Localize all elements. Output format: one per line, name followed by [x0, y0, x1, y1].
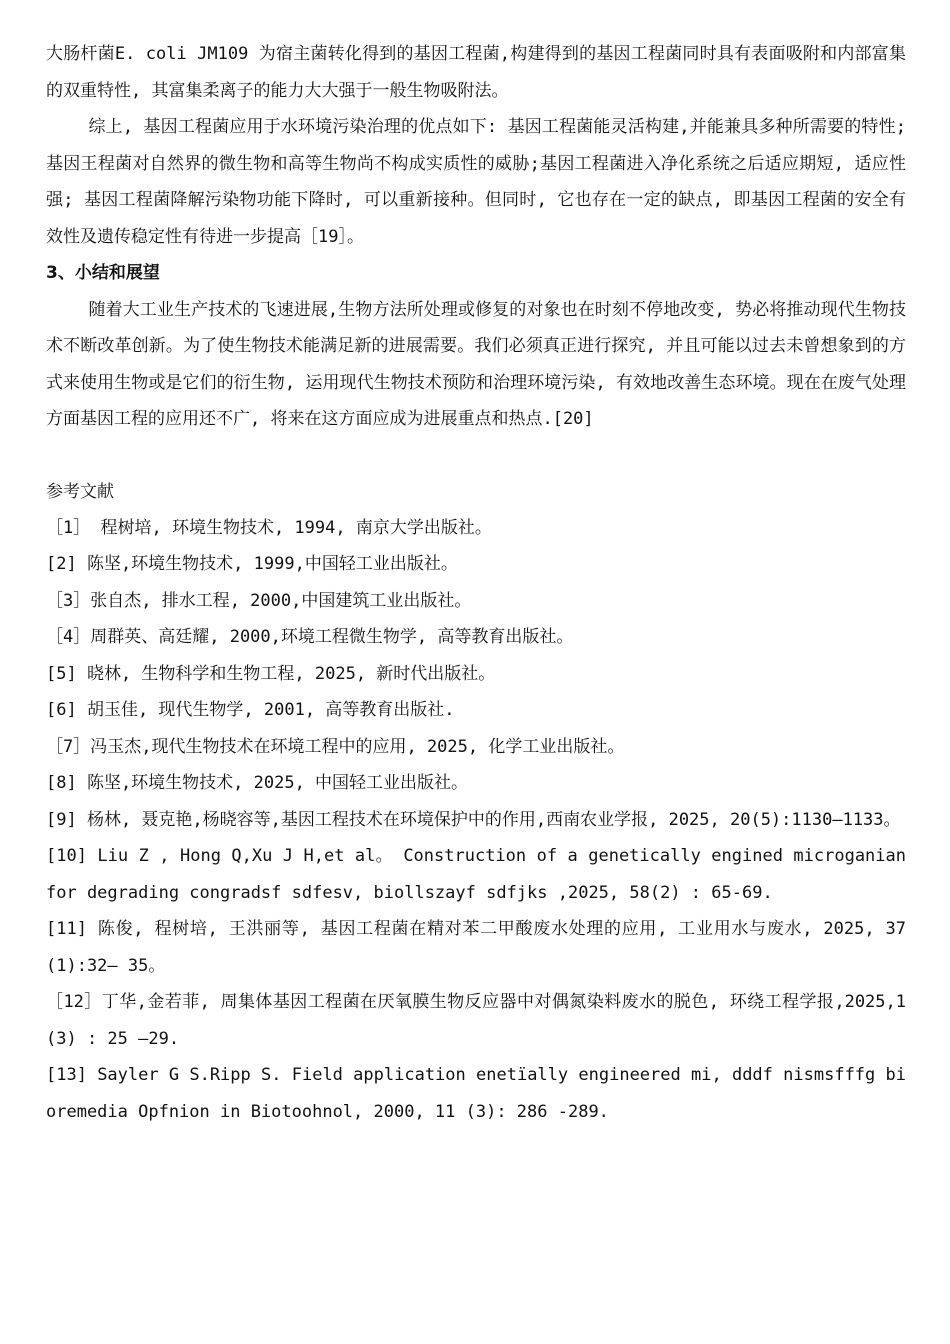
- reference-item: [13] Sayler G S.Ripp S. Field application enetïally engineered mi, dddf nismsfffg bioremedia Opfnion in Biotoohnol, 2000, 11 (3): 286 -289.: [46, 1065, 906, 1122]
- reference-item: ［7］冯玉杰,现代生物技术在环境工程中的应用, 2025, 化学工业出版社。: [46, 736, 625, 757]
- reference-item: [8] 陈坚,环境生物技术, 2025, 中国轻工业出版社。: [46, 773, 469, 793]
- references-title: 参考文献: [46, 481, 114, 502]
- reference-item: ［4］周群英、高廷耀, 2000,环境工程微生物学, 高等教育出版社。: [46, 627, 574, 647]
- body-paragraph-3: 随着大工业生产技术的飞速进展,生物方法所处理或修复的对象也在时刻不停地改变, 势必将推动现代生物技术不断改革创新。为了使生物技术能满足新的进展需要。我们必须真正进行探究, 并且可能以过去未曾想象到的方式来使用生物或是它们的衍生物, 运用现代生物技术预防和治理环境污染, 有效地改善生态环境。现在在废气处理方面基因工程的应用还不广, 将来在这方面应成为进展重点和热点.[20]: [46, 299, 906, 429]
- reference-item: [10] Liu Z , Hong Q,Xu J H,et al。 Construction of a genetically engined microganian for degrading congradsf sdfesv, biollszayf sdfjks ,2025, 58(2) : 65-69.: [46, 846, 906, 903]
- reference-item: ［1］ 程树培, 环境生物技术, 1994, 南京大学出版社。: [46, 517, 492, 538]
- reference-item: [6] 胡玉佳, 现代生物学, 2001, 高等教育出版社.: [46, 700, 455, 720]
- reference-item: ［12］丁华,金若菲, 周集体基因工程菌在厌氧膜生物反应器中对偶氮染料废水的脱色, 环绕工程学报,2025,1 (3) : 25 —29.: [46, 992, 906, 1049]
- reference-list: [46, 510, 906, 1131]
- blank-line: [46, 438, 906, 474]
- reference-item: [5] 晓林, 生物科学和生物工程, 2025, 新时代出版社。: [46, 663, 496, 684]
- body-paragraph-2: 综上, 基因工程菌应用于水环境污染治理的优点如下: 基因工程菌能灵活构建,并能兼具多种所需要的特性; 基因王程菌对自然界的微生物和高等生物尚不构成实质性的威胁;基因工程菌进入净化系统之后适应期短, 适应性强; 基因工程菌降解污染物功能下降时, 可以重新接种。但同时, 它也存在一定的缺点, 即基因工程菌的安全有效性及遗传稳定性有待进一步提高［19］。: [46, 117, 906, 247]
- reference-item: ［3］张自杰, 排水工程, 2000,中国建筑工业出版社。: [46, 590, 472, 611]
- body-paragraph-1: 大肠杆菌E. coli JM109 为宿主菌转化得到的基因工程菌,构建得到的基因工程菌同时具有表面吸附和内部富集的双重特性, 其富集柔离子的能力大大强于一般生物吸附法。: [46, 44, 906, 101]
- reference-item: [2] 陈坚,环境生物技术, 1999,中国轻工业出版社。: [46, 554, 458, 574]
- section-heading: 3、小结和展望: [46, 263, 160, 283]
- reference-item: [11] 陈俊, 程树培, 王洪丽等, 基因工程菌在精对苯二甲酸废水处理的应用, 工业用水与废水, 2025, 37 (1):32— 35。: [46, 919, 906, 976]
- document-page: [46, 36, 906, 1130]
- reference-item: [9] 杨林, 聂克艳,杨晓容等,基因工程技术在环境保护中的作用,西南农业学报, 2025, 20(5):1130—1133。: [46, 809, 901, 830]
